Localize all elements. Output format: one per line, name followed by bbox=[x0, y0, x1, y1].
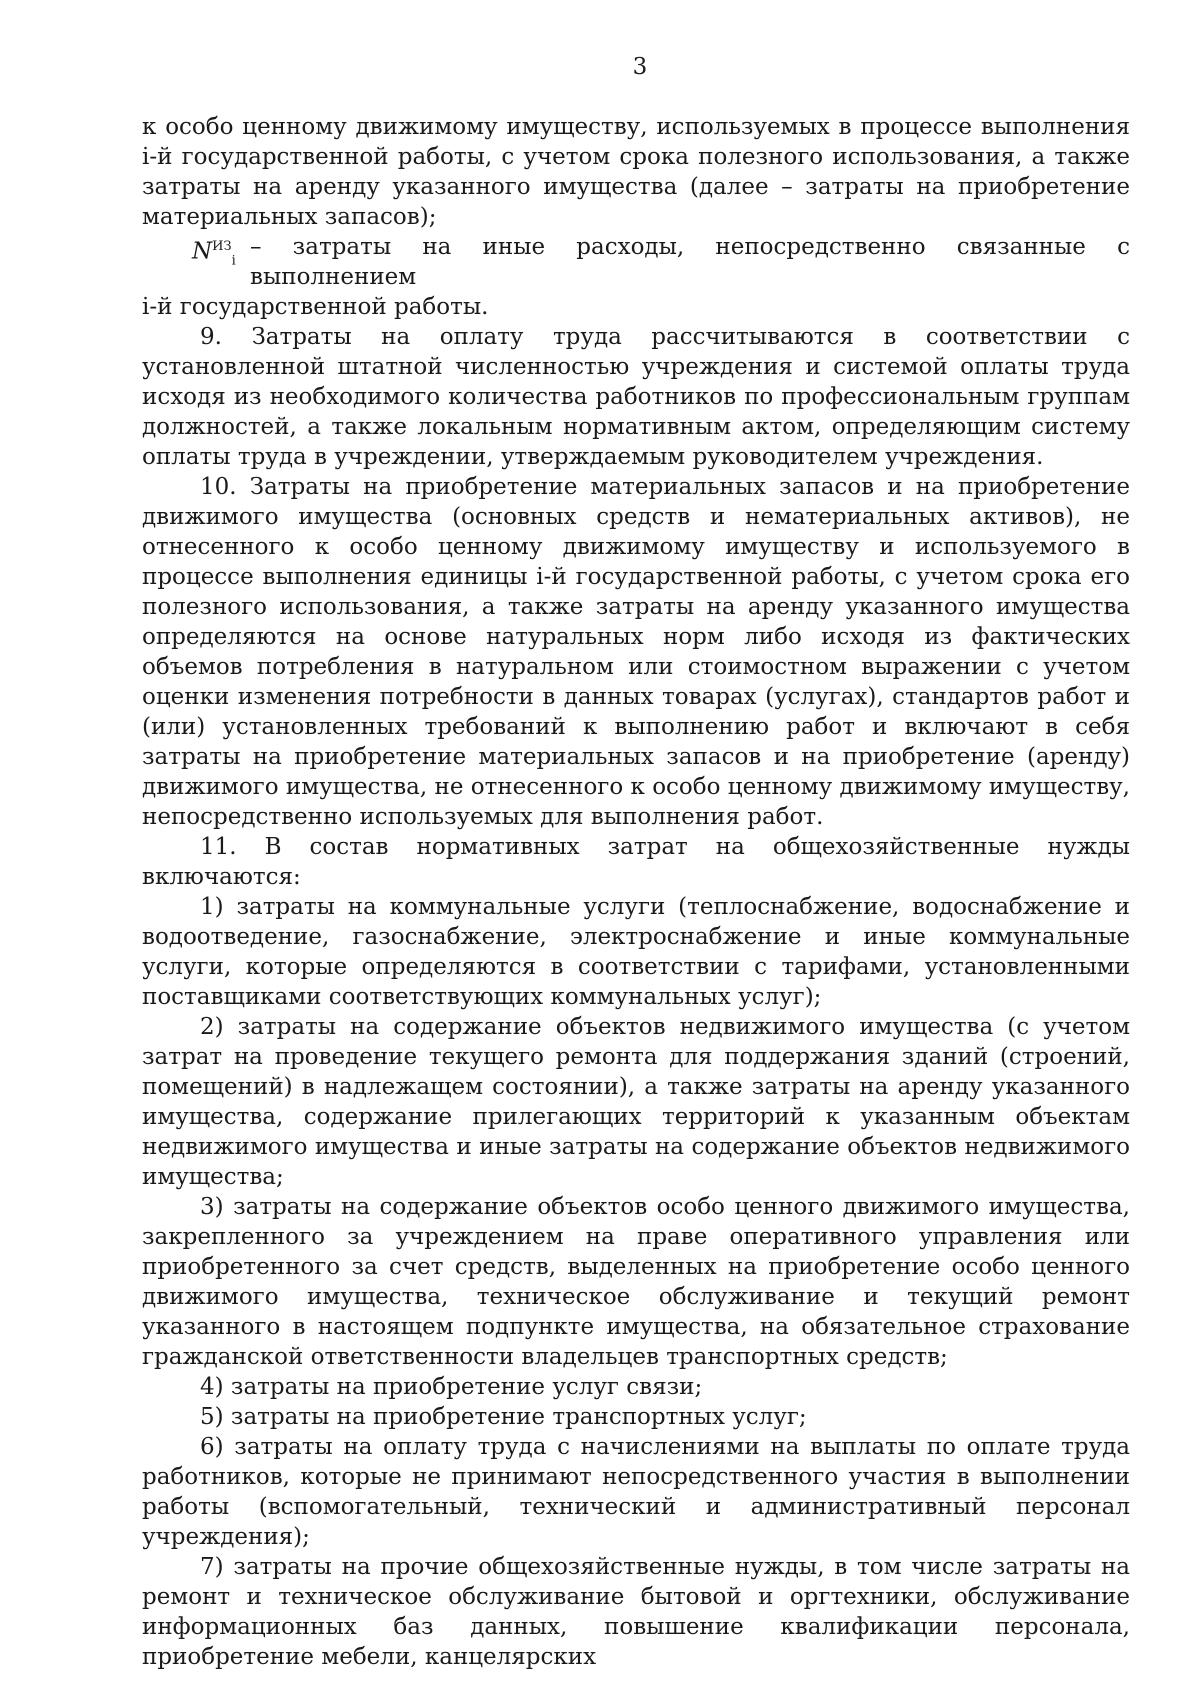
formula-description: – затраты на иные расходы, непосредственно связанные с выполнением bbox=[250, 234, 1130, 290]
subitem-6: 6) затраты на оплату труда с начислениями на выплаты по оплате труда работников, которые не принимают непосредственного участия в выполнении работы (вспомогательный, технический и административный персонал учреждения); bbox=[142, 1434, 1130, 1550]
document-body bbox=[142, 112, 1130, 1672]
formula-definition bbox=[142, 232, 1130, 292]
paragraph-item-11: 11. В состав нормативных затрат на общехозяйственные нужды включаются: bbox=[142, 834, 1130, 890]
subitem-5: 5) затраты на приобретение транспортных услуг; bbox=[200, 1404, 807, 1430]
formula-symbol bbox=[192, 232, 250, 276]
subitem-7: 7) затраты на прочие общехозяйственные нужды, в том числе затраты на ремонт и техническое обслуживание бытовой и оргтехники, обслуживание информационных баз данных, повышение квалификации персонала, приобретение мебели, канцелярских bbox=[142, 1554, 1130, 1670]
paragraph-item-9: 9. Затраты на оплату труда рассчитываются в соответствии с установленной штатной численностью учреждения и системой оплаты труда исходя из необходимого количества работников по профессиональным группам должностей, а также локальным нормативным актом, определяющим систему оплаты труда в учреждении, утверждаемым руководителем учреждения. bbox=[142, 324, 1130, 470]
subitem-1: 1) затраты на коммунальные услуги (теплоснабжение, водоснабжение и водоотведение, газоснабжение, электроснабжение и иные коммунальные услуги, которые определяются в соответствии с тарифами, установленными поставщиками соответствующих коммунальных услуг); bbox=[142, 894, 1130, 1010]
paragraph-continuation: к особо ценному движимому имуществу, используемых в процессе выполнения і-й государственной работы, с учетом срока полезного использования, а также затраты на аренду указанного имущества (далее – затраты на приобретение материальных запасов); bbox=[142, 114, 1130, 230]
formula-symbol-sup: ИЗ bbox=[212, 239, 232, 254]
subitem-2: 2) затраты на содержание объектов недвижимого имущества (с учетом затрат на проведение текущего ремонта для поддержания зданий (строений, помещений) в надлежащем состоянии), а также затраты на аренду указанного имущества, содержание прилегающих территорий к указанным объектам недвижимого имущества и иные затраты на содержание объектов недвижимого имущества; bbox=[142, 1014, 1130, 1190]
subitem-3: 3) затраты на содержание объектов особо ценного движимого имущества, закрепленного за учреждением на праве оперативного управления или приобретенного за счет средств, выделенных на приобретение особо ценного движимого имущества, техническое обслуживание и текущий ремонт указанного в настоящем подпункте имущества, на обязательное страхование гражданской ответственности владельцев транспортных средств; bbox=[142, 1194, 1130, 1370]
subitem-4: 4) затраты на приобретение услуг связи; bbox=[200, 1374, 703, 1400]
paragraph: і-й государственной работы. bbox=[142, 294, 489, 320]
page-number: 3 bbox=[632, 54, 648, 80]
formula-symbol-sub: i bbox=[231, 253, 236, 269]
formula-symbol-base: N bbox=[192, 238, 213, 265]
paragraph-item-10: 10. Затраты на приобретение материальных запасов и на приобретение движимого имущества (основных средств и нематериальных активов), не отнесенного к особо ценному движимому имуществу и используемого в процессе выполнения единицы і-й государственной работы, с учетом срока его полезного использования, а также затраты на аренду указанного имущества определяются на основе натуральных норм либо исходя из фактических объемов потребления в натуральном или стоимостном выражении с учетом оценки изменения потребности в данных товарах (услугах), стандартов работ и (или) установленных требований к выполнению работ и включают в себя затраты на приобретение материальных запасов и на приобретение (аренду) движимого имущества, не отнесенного к особо ценному движимому имуществу, непосредственно используемых для выполнения работ. bbox=[142, 474, 1130, 830]
